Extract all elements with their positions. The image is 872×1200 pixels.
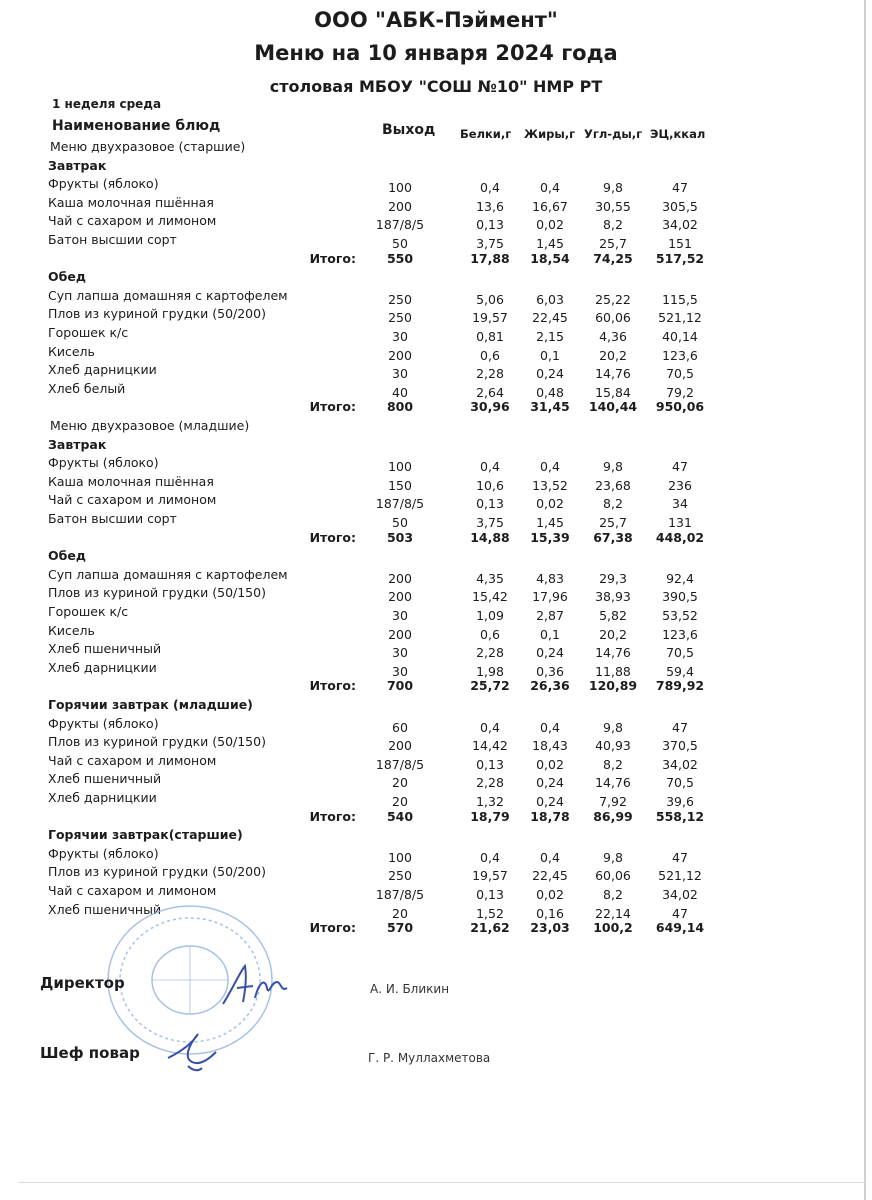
- carbs-value: 5,82: [599, 608, 627, 623]
- carbs-value: 8,2: [603, 217, 623, 233]
- section-title: Обед: [48, 548, 86, 564]
- dish-name: Хлеб дарницкии: [48, 362, 157, 378]
- document-subtitle: столовая МБОУ "СОШ №10" НМР РТ: [269, 77, 603, 96]
- output-value: 550: [386, 250, 414, 266]
- fat-value: 0,24: [536, 775, 564, 791]
- menu-item-row: [0, 716, 872, 734]
- section-row: [0, 158, 872, 176]
- dish-name: Батон высшии сорт: [48, 511, 177, 526]
- column-header-name: Наименование блюд: [52, 118, 221, 134]
- protein-value: 1,09: [476, 608, 504, 623]
- carbs-value: 9,8: [603, 180, 623, 196]
- energy-value: 151: [668, 236, 692, 251]
- energy-value: 40,14: [662, 329, 698, 344]
- total-row: [0, 530, 872, 548]
- protein-value: 0,13: [476, 217, 504, 233]
- fat-value: 2,15: [536, 329, 564, 344]
- dish-name: Плов из куриной грудки (50/200): [48, 864, 266, 880]
- carbs-value: 20,2: [599, 347, 627, 363]
- output-value: 30: [392, 645, 408, 661]
- chef-label: Шеф повар: [40, 1044, 140, 1062]
- fat-value: 0,02: [536, 756, 564, 772]
- output-value: 200: [388, 570, 412, 586]
- fat-value: 2,87: [536, 608, 564, 623]
- week-label: 1 неделя среда: [52, 97, 162, 111]
- section-row: [0, 269, 872, 287]
- dish-name: Фрукты (яблоко): [48, 845, 159, 861]
- total-label: Итого:: [309, 250, 356, 266]
- total-label: Итого:: [309, 529, 356, 545]
- fat-value: 0,16: [536, 905, 564, 921]
- output-value: 100: [388, 180, 412, 196]
- carbs-value: 25,7: [599, 515, 627, 530]
- dish-name: Фрукты (яблоко): [48, 176, 159, 192]
- dish-name: Кисель: [48, 622, 95, 638]
- protein-value: 30,96: [470, 399, 510, 415]
- dish-name: Каша молочная пшённая: [48, 473, 214, 489]
- output-value: 50: [392, 236, 408, 251]
- dish-name: Суп лапша домашняя с картофелем: [48, 566, 288, 582]
- carbs-value: 11,88: [595, 663, 631, 679]
- protein-value: 0,4: [480, 459, 500, 475]
- carbs-value: 60,06: [595, 310, 631, 326]
- column-header-carbs: Угл-ды,г: [584, 127, 643, 141]
- dish-name: Хлеб пшеничный: [48, 641, 162, 657]
- carbs-value: 4,36: [599, 329, 627, 344]
- carbs-value: 14,76: [595, 366, 631, 382]
- fat-value: 0,1: [540, 626, 560, 642]
- section-title: Меню двухразовое (младшие): [50, 418, 250, 433]
- output-value: 503: [386, 529, 414, 545]
- fat-value: 13,52: [532, 477, 568, 493]
- carbs-value: 14,76: [595, 645, 631, 661]
- column-header-energy: ЭЦ,ккал: [650, 127, 706, 141]
- dish-name: Плов из куриной грудки (50/200): [48, 306, 266, 322]
- output-value: 700: [386, 678, 414, 694]
- fat-value: 0,24: [536, 645, 564, 661]
- dish-name: Каша молочная пшённая: [48, 194, 214, 210]
- protein-value: 0,6: [480, 347, 500, 363]
- menu-item-row: [0, 734, 872, 752]
- carbs-value: 140,44: [588, 399, 638, 415]
- carbs-value: 74,25: [593, 250, 633, 266]
- protein-value: 0,6: [480, 626, 500, 642]
- dish-name: Чай с сахаром и лимоном: [48, 213, 217, 229]
- output-value: 20: [392, 794, 408, 809]
- menu-item-row: [0, 511, 872, 529]
- section-title: Меню двухразовое (старшие): [50, 139, 246, 154]
- output-value: 30: [392, 608, 408, 623]
- protein-value: 14,42: [472, 738, 508, 754]
- output-value: 60: [392, 719, 408, 735]
- menu-item-row: [0, 288, 872, 306]
- energy-value: 34,02: [662, 887, 698, 902]
- energy-value: 950,06: [655, 399, 705, 415]
- carbs-value: 30,55: [595, 198, 631, 214]
- energy-value: 39,6: [666, 794, 694, 809]
- section-row: [0, 418, 872, 436]
- menu-item-row: [0, 864, 872, 882]
- total-row: [0, 809, 872, 827]
- energy-value: 236: [668, 477, 692, 493]
- protein-value: 5,06: [476, 291, 504, 307]
- energy-value: 115,5: [662, 291, 698, 307]
- protein-value: 14,88: [470, 529, 510, 545]
- director-name: А. И. Бликин: [370, 982, 450, 996]
- menu-item-row: [0, 306, 872, 324]
- energy-value: 92,4: [666, 570, 694, 586]
- fat-value: 15,39: [530, 529, 570, 545]
- protein-value: 0,13: [476, 887, 504, 902]
- energy-value: 123,6: [662, 347, 698, 363]
- output-value: 30: [392, 329, 408, 344]
- menu-item-row: [0, 474, 872, 492]
- output-value: 570: [386, 920, 414, 936]
- output-value: 250: [388, 291, 412, 307]
- dish-name: Суп лапша домашняя с картофелем: [48, 287, 288, 303]
- protein-value: 15,42: [472, 589, 508, 605]
- energy-value: 59,4: [666, 663, 694, 679]
- fat-value: 1,45: [536, 236, 564, 251]
- energy-value: 34: [672, 496, 688, 512]
- menu-item-row: [0, 585, 872, 603]
- protein-value: 1,98: [476, 663, 504, 679]
- column-header-output: Выход: [382, 122, 436, 138]
- fat-value: 0,4: [540, 849, 560, 865]
- carbs-value: 14,76: [595, 775, 631, 791]
- dish-name: Горошек к/с: [48, 325, 129, 340]
- dish-name: Горошек к/с: [48, 604, 129, 619]
- carbs-value: 100,2: [593, 920, 633, 936]
- carbs-value: 20,2: [599, 626, 627, 642]
- output-value: 100: [388, 459, 412, 475]
- dish-name: Чай с сахаром и лимоном: [48, 492, 217, 508]
- menu-item-row: [0, 846, 872, 864]
- output-value: 200: [388, 347, 412, 363]
- protein-value: 3,75: [476, 515, 504, 530]
- total-label: Итого:: [309, 399, 356, 415]
- carbs-value: 60,06: [595, 868, 631, 884]
- section-title: Обед: [48, 269, 86, 285]
- fat-value: 16,67: [532, 198, 568, 214]
- dish-name: Хлеб дарницкии: [48, 659, 157, 675]
- energy-value: 79,2: [666, 384, 694, 400]
- menu-item-row: [0, 492, 872, 510]
- output-value: 187/8/5: [375, 756, 425, 772]
- menu-item-row: [0, 455, 872, 473]
- fat-value: 6,03: [536, 291, 564, 307]
- energy-value: 53,52: [662, 608, 698, 623]
- protein-value: 1,52: [476, 905, 504, 921]
- output-value: 200: [388, 198, 412, 214]
- dish-name: Батон высшии сорт: [48, 232, 177, 247]
- energy-value: 47: [672, 719, 688, 735]
- menu-item-row: [0, 771, 872, 789]
- carbs-value: 67,38: [593, 529, 633, 545]
- protein-value: 18,79: [470, 808, 510, 824]
- fat-value: 0,24: [536, 794, 564, 809]
- protein-value: 0,4: [480, 180, 500, 196]
- energy-value: 305,5: [662, 198, 698, 214]
- protein-value: 0,81: [476, 329, 504, 344]
- fat-value: 22,45: [532, 868, 568, 884]
- page-bottom-edge: [18, 1182, 866, 1183]
- dish-name: Хлеб пшеничный: [48, 771, 162, 787]
- fat-value: 1,45: [536, 515, 564, 530]
- protein-value: 17,88: [470, 250, 510, 266]
- dish-name: Плов из куриной грудки (50/150): [48, 734, 266, 750]
- menu-item-row: [0, 883, 872, 901]
- total-row: [0, 678, 872, 696]
- energy-value: 123,6: [662, 626, 698, 642]
- menu-item-row: [0, 790, 872, 808]
- column-header-fat: Жиры,г: [524, 127, 576, 141]
- protein-value: 0,4: [480, 719, 500, 735]
- output-value: 187/8/5: [375, 217, 425, 233]
- section-row: [0, 139, 872, 157]
- dish-name: Хлеб белый: [48, 380, 126, 396]
- section-row: [0, 548, 872, 566]
- fat-value: 17,96: [532, 589, 568, 605]
- document-title: Меню на 10 января 2024 года: [254, 41, 618, 65]
- carbs-value: 120,89: [588, 678, 638, 694]
- section-row: [0, 827, 872, 845]
- carbs-value: 7,92: [599, 794, 627, 809]
- output-value: 200: [388, 626, 412, 642]
- carbs-value: 22,14: [595, 905, 631, 921]
- output-value: 100: [388, 849, 412, 865]
- output-value: 30: [392, 366, 408, 382]
- energy-value: 558,12: [655, 808, 705, 824]
- company-name: ООО "АБК-Пэймент": [314, 8, 558, 32]
- output-value: 187/8/5: [375, 496, 425, 512]
- menu-item-row: [0, 623, 872, 641]
- fat-value: 0,02: [536, 496, 564, 512]
- protein-value: 1,32: [476, 794, 504, 809]
- output-value: 200: [388, 589, 412, 605]
- output-value: 20: [392, 905, 408, 921]
- output-value: 200: [388, 738, 412, 754]
- menu-item-row: [0, 604, 872, 622]
- output-value: 187/8/5: [375, 887, 425, 902]
- carbs-value: 8,2: [603, 887, 623, 902]
- menu-item-row: [0, 660, 872, 678]
- protein-value: 2,28: [476, 366, 504, 382]
- energy-value: 789,92: [655, 678, 705, 694]
- column-header-protein: Белки,г: [460, 127, 512, 141]
- menu-item-row: [0, 176, 872, 194]
- menu-item-row: [0, 195, 872, 213]
- dish-name: Хлеб пшеничный: [48, 901, 162, 917]
- menu-item-row: [0, 213, 872, 231]
- carbs-value: 38,93: [595, 589, 631, 605]
- energy-value: 47: [672, 180, 688, 196]
- output-value: 540: [386, 808, 414, 824]
- carbs-value: 29,3: [599, 570, 627, 586]
- total-row: [0, 399, 872, 417]
- carbs-value: 23,68: [595, 477, 631, 493]
- output-value: 20: [392, 775, 408, 791]
- protein-value: 21,62: [470, 920, 510, 936]
- energy-value: 390,5: [662, 589, 698, 605]
- carbs-value: 40,93: [595, 738, 631, 754]
- section-title: Завтрак: [48, 436, 107, 452]
- total-label: Итого:: [309, 808, 356, 824]
- protein-value: 25,72: [470, 678, 510, 694]
- energy-value: 521,12: [658, 310, 702, 326]
- menu-item-row: [0, 362, 872, 380]
- protein-value: 4,35: [476, 570, 504, 586]
- menu-item-row: [0, 567, 872, 585]
- carbs-value: 9,8: [603, 719, 623, 735]
- fat-value: 0,02: [536, 887, 564, 902]
- fat-value: 0,36: [536, 663, 564, 679]
- carbs-value: 86,99: [593, 808, 633, 824]
- dish-name: Чай с сахаром и лимоном: [48, 752, 217, 768]
- fat-value: 0,4: [540, 459, 560, 475]
- director-signature-icon: [215, 958, 295, 1018]
- fat-value: 26,36: [530, 678, 570, 694]
- energy-value: 448,02: [655, 529, 705, 545]
- dish-name: Фрукты (яблоко): [48, 455, 159, 471]
- menu-item-row: [0, 753, 872, 771]
- protein-value: 13,6: [476, 198, 504, 214]
- menu-item-row: [0, 381, 872, 399]
- section-row: [0, 697, 872, 715]
- total-label: Итого:: [309, 678, 356, 694]
- fat-value: 0,4: [540, 180, 560, 196]
- output-value: 800: [386, 399, 414, 415]
- protein-value: 2,64: [476, 384, 504, 400]
- protein-value: 0,4: [480, 849, 500, 865]
- dish-name: Плов из куриной грудки (50/150): [48, 585, 266, 601]
- energy-value: 70,5: [666, 366, 694, 382]
- carbs-value: 15,84: [595, 384, 631, 400]
- output-value: 30: [392, 663, 408, 679]
- energy-value: 34,02: [662, 756, 698, 772]
- fat-value: 0,24: [536, 366, 564, 382]
- output-value: 50: [392, 515, 408, 530]
- fat-value: 18,54: [530, 250, 570, 266]
- energy-value: 34,02: [662, 217, 698, 233]
- fat-value: 0,02: [536, 217, 564, 233]
- carbs-value: 8,2: [603, 496, 623, 512]
- fat-value: 4,83: [536, 570, 564, 586]
- fat-value: 22,45: [532, 310, 568, 326]
- protein-value: 0,13: [476, 756, 504, 772]
- fat-value: 0,4: [540, 719, 560, 735]
- energy-value: 649,14: [655, 920, 705, 936]
- energy-value: 47: [672, 459, 688, 475]
- menu-item-row: [0, 641, 872, 659]
- protein-value: 0,13: [476, 496, 504, 512]
- energy-value: 70,5: [666, 775, 694, 791]
- carbs-value: 9,8: [603, 849, 623, 865]
- energy-value: 131: [668, 515, 692, 530]
- menu-item-row: [0, 232, 872, 250]
- energy-value: 47: [672, 849, 688, 865]
- fat-value: 18,78: [530, 808, 570, 824]
- protein-value: 3,75: [476, 236, 504, 251]
- menu-item-row: [0, 325, 872, 343]
- protein-value: 19,57: [472, 868, 508, 884]
- output-value: 250: [388, 310, 412, 326]
- dish-name: Хлеб дарницкии: [48, 790, 157, 805]
- energy-value: 521,12: [658, 868, 702, 884]
- energy-value: 47: [672, 905, 688, 921]
- carbs-value: 25,22: [595, 291, 631, 307]
- protein-value: 10,6: [476, 477, 504, 493]
- protein-value: 2,28: [476, 645, 504, 661]
- energy-value: 70,5: [666, 645, 694, 661]
- section-title: Завтрак: [48, 157, 107, 173]
- section-title: Горячии завтрак(старшие): [48, 827, 243, 843]
- section-title: Горячии завтрак (младшие): [48, 697, 253, 712]
- output-value: 250: [388, 868, 412, 884]
- dish-name: Фрукты (яблоко): [48, 715, 159, 731]
- protein-value: 19,57: [472, 310, 508, 326]
- protein-value: 2,28: [476, 775, 504, 791]
- fat-value: 0,1: [540, 347, 560, 363]
- section-row: [0, 437, 872, 455]
- fat-value: 31,45: [530, 399, 570, 415]
- carbs-value: 9,8: [603, 459, 623, 475]
- total-label: Итого:: [309, 920, 356, 936]
- energy-value: 517,52: [655, 250, 705, 266]
- menu-item-row: [0, 344, 872, 362]
- energy-value: 370,5: [662, 738, 698, 754]
- fat-value: 23,03: [530, 920, 570, 936]
- chef-signature-icon: [158, 1018, 228, 1078]
- dish-name: Кисель: [48, 343, 95, 359]
- dish-name: Чай с сахаром и лимоном: [48, 883, 217, 898]
- output-value: 40: [392, 384, 408, 400]
- total-row: [0, 251, 872, 269]
- director-label: Директор: [40, 974, 125, 992]
- carbs-value: 8,2: [603, 756, 623, 772]
- output-value: 150: [388, 477, 412, 493]
- carbs-value: 25,7: [599, 236, 627, 251]
- fat-value: 0,48: [536, 384, 564, 400]
- fat-value: 18,43: [532, 738, 568, 754]
- chef-name: Г. Р. Муллахметова: [368, 1051, 491, 1065]
